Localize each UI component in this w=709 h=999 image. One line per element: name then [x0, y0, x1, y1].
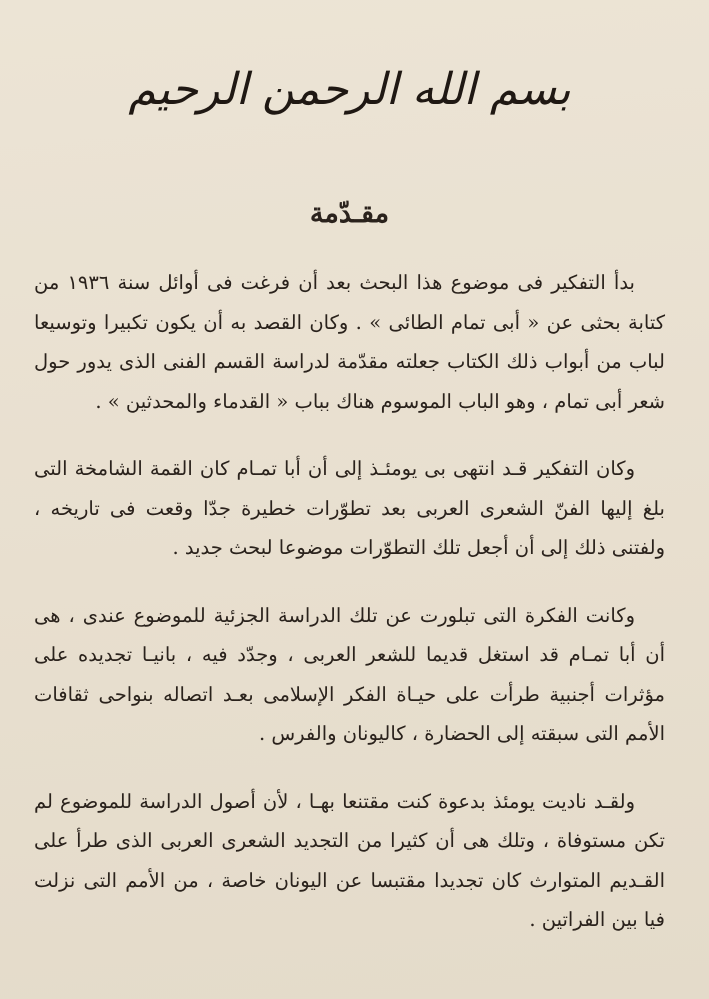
section-heading: مقـدّمة [309, 198, 390, 229]
paragraph-3: وكانت الفكرة التى تبلورت عن تلك الدراسة الجزئية للموضوع عندى ، هى أن أبا تمـام قد استغل قديما للشعر العربى ، وجدّد فيه ، بانيـا تجديده على مؤثرات أجنبية طرأت على حيـاة الفكر الإسلامى بعـد اتصاله بنواحى ثقافات الأمم التى سبقته إلى الحضارة ، كاليونان والفرس . [34, 603, 665, 745]
basmala-calligraphy: بسم الله الرحمن الرحيم [128, 64, 571, 115]
paragraph-2: وكان التفكير قـد انتهى بى يومئـذ إلى أن أبا تمـام كان القمة الشامخة التى بلغ إليها الفنّ الشعرى العربى بعد تطوّرات خطيرة جدّا وقعت فى تاريخه ، ولفتنى ذلك إلى أن أجعل تلك التطوّرات موضوعا لبحث جديد . [34, 457, 665, 559]
paragraph-4: ولقـد ناديت يومئذ بدعوة كنت مقتنعا بهـا ، لأن أصول الدراسة للموضوع لم تكن مستوفاة ، وتلك هى أن كثيرا من التجديد الشعرى العربى الذى طرأ على القـديم المتوارث كان تجديدا مقتبسا عن اليونان خاصة ، من الأمم التى نزلت فيا بين الفراتين . [34, 789, 665, 931]
paragraph-1: بدأ التفكير فى موضوع هذا البحث بعد أن فرغت فى أوائل سنة ١٩٣٦ من كتابة بحثى عن « أبى تمام الطائى » . وكان القصد به أن يكون تكبيرا وتوسيعا لباب من أبواب ذلك الكتاب جعلته مقدّمة لدراسة القسم الفنى الذى يدور حول شعر أبى تمام ، وهو الباب الموسوم هناك بباب « القدماء والمحدثين » . [34, 271, 665, 413]
